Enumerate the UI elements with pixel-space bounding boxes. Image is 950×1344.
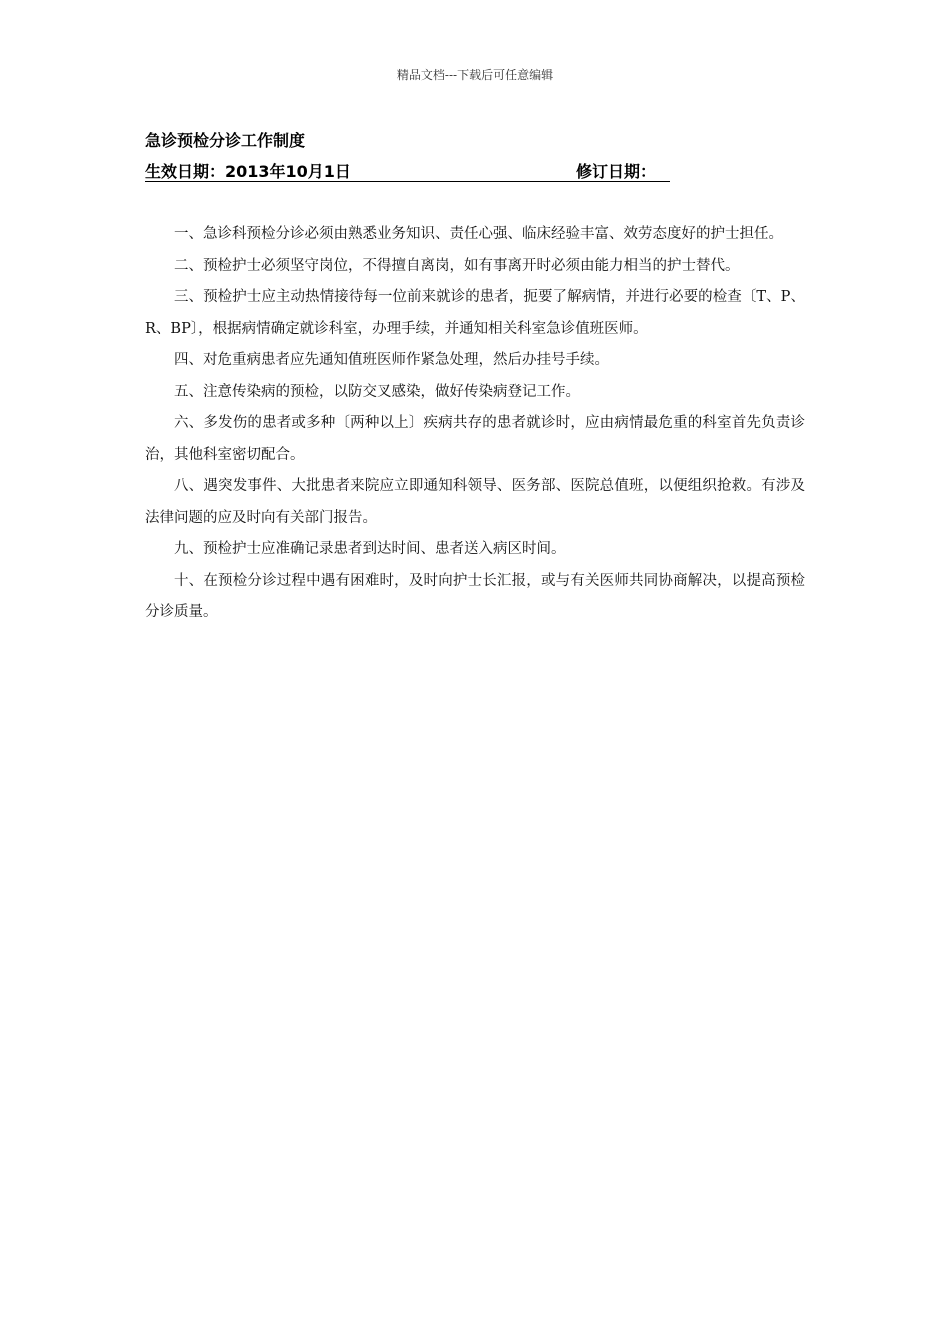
paragraph: 十、在预检分诊过程中遇有困难时，及时向护士长汇报，或与有关医师共同协商解决，以提高预检分诊质量。 [145,572,805,620]
document-body [145,219,805,629]
document-title: 急诊预检分诊工作制度 [145,131,306,150]
header-note: 精品文档---下载后可任意编辑 [396,68,554,82]
paragraph: 二、预检护士必须坚守岗位，不得擅自离岗，如有事离开时必须由能力相当的护士替代。 [174,257,740,274]
paragraph: 四、对危重病患者应先通知值班医师作紧急处理，然后办挂号手续。 [174,352,609,368]
paragraph: 六、多发伤的患者或多种〔两种以上〕疾病共存的患者就诊时，应由病情最危重的科室首先负责诊治，其他科室密切配合。 [145,415,805,463]
effective-date: 生效日期：2013年10月1日 [145,162,351,181]
paragraph: 九、预检护士应准确记录患者到达时间、患者送入病区时间。 [174,541,566,557]
paragraph: 三、预检护士应主动热情接待每一位前来就诊的患者，扼要了解病情，并进行必要的检查〔T、P、R、BP〕，根据病情确定就诊科室，办理手续，并通知相关科室急诊值班医师。 [145,289,805,337]
revised-date: 修订日期： [576,162,657,181]
paragraph: 八、遇突发事件、大批患者来院应立即通知科领导、医务部、医院总值班，以便组织抢救。有涉及法律问题的应及时向有关部门报告。 [145,478,805,526]
paragraph: 一、急诊科预检分诊必须由熟悉业务知识、责任心强、临床经验丰富、效劳态度好的护士担任。 [174,226,783,242]
date-line [145,159,670,182]
paragraph: 五、注意传染病的预检，以防交叉感染，做好传染病登记工作。 [174,383,580,400]
